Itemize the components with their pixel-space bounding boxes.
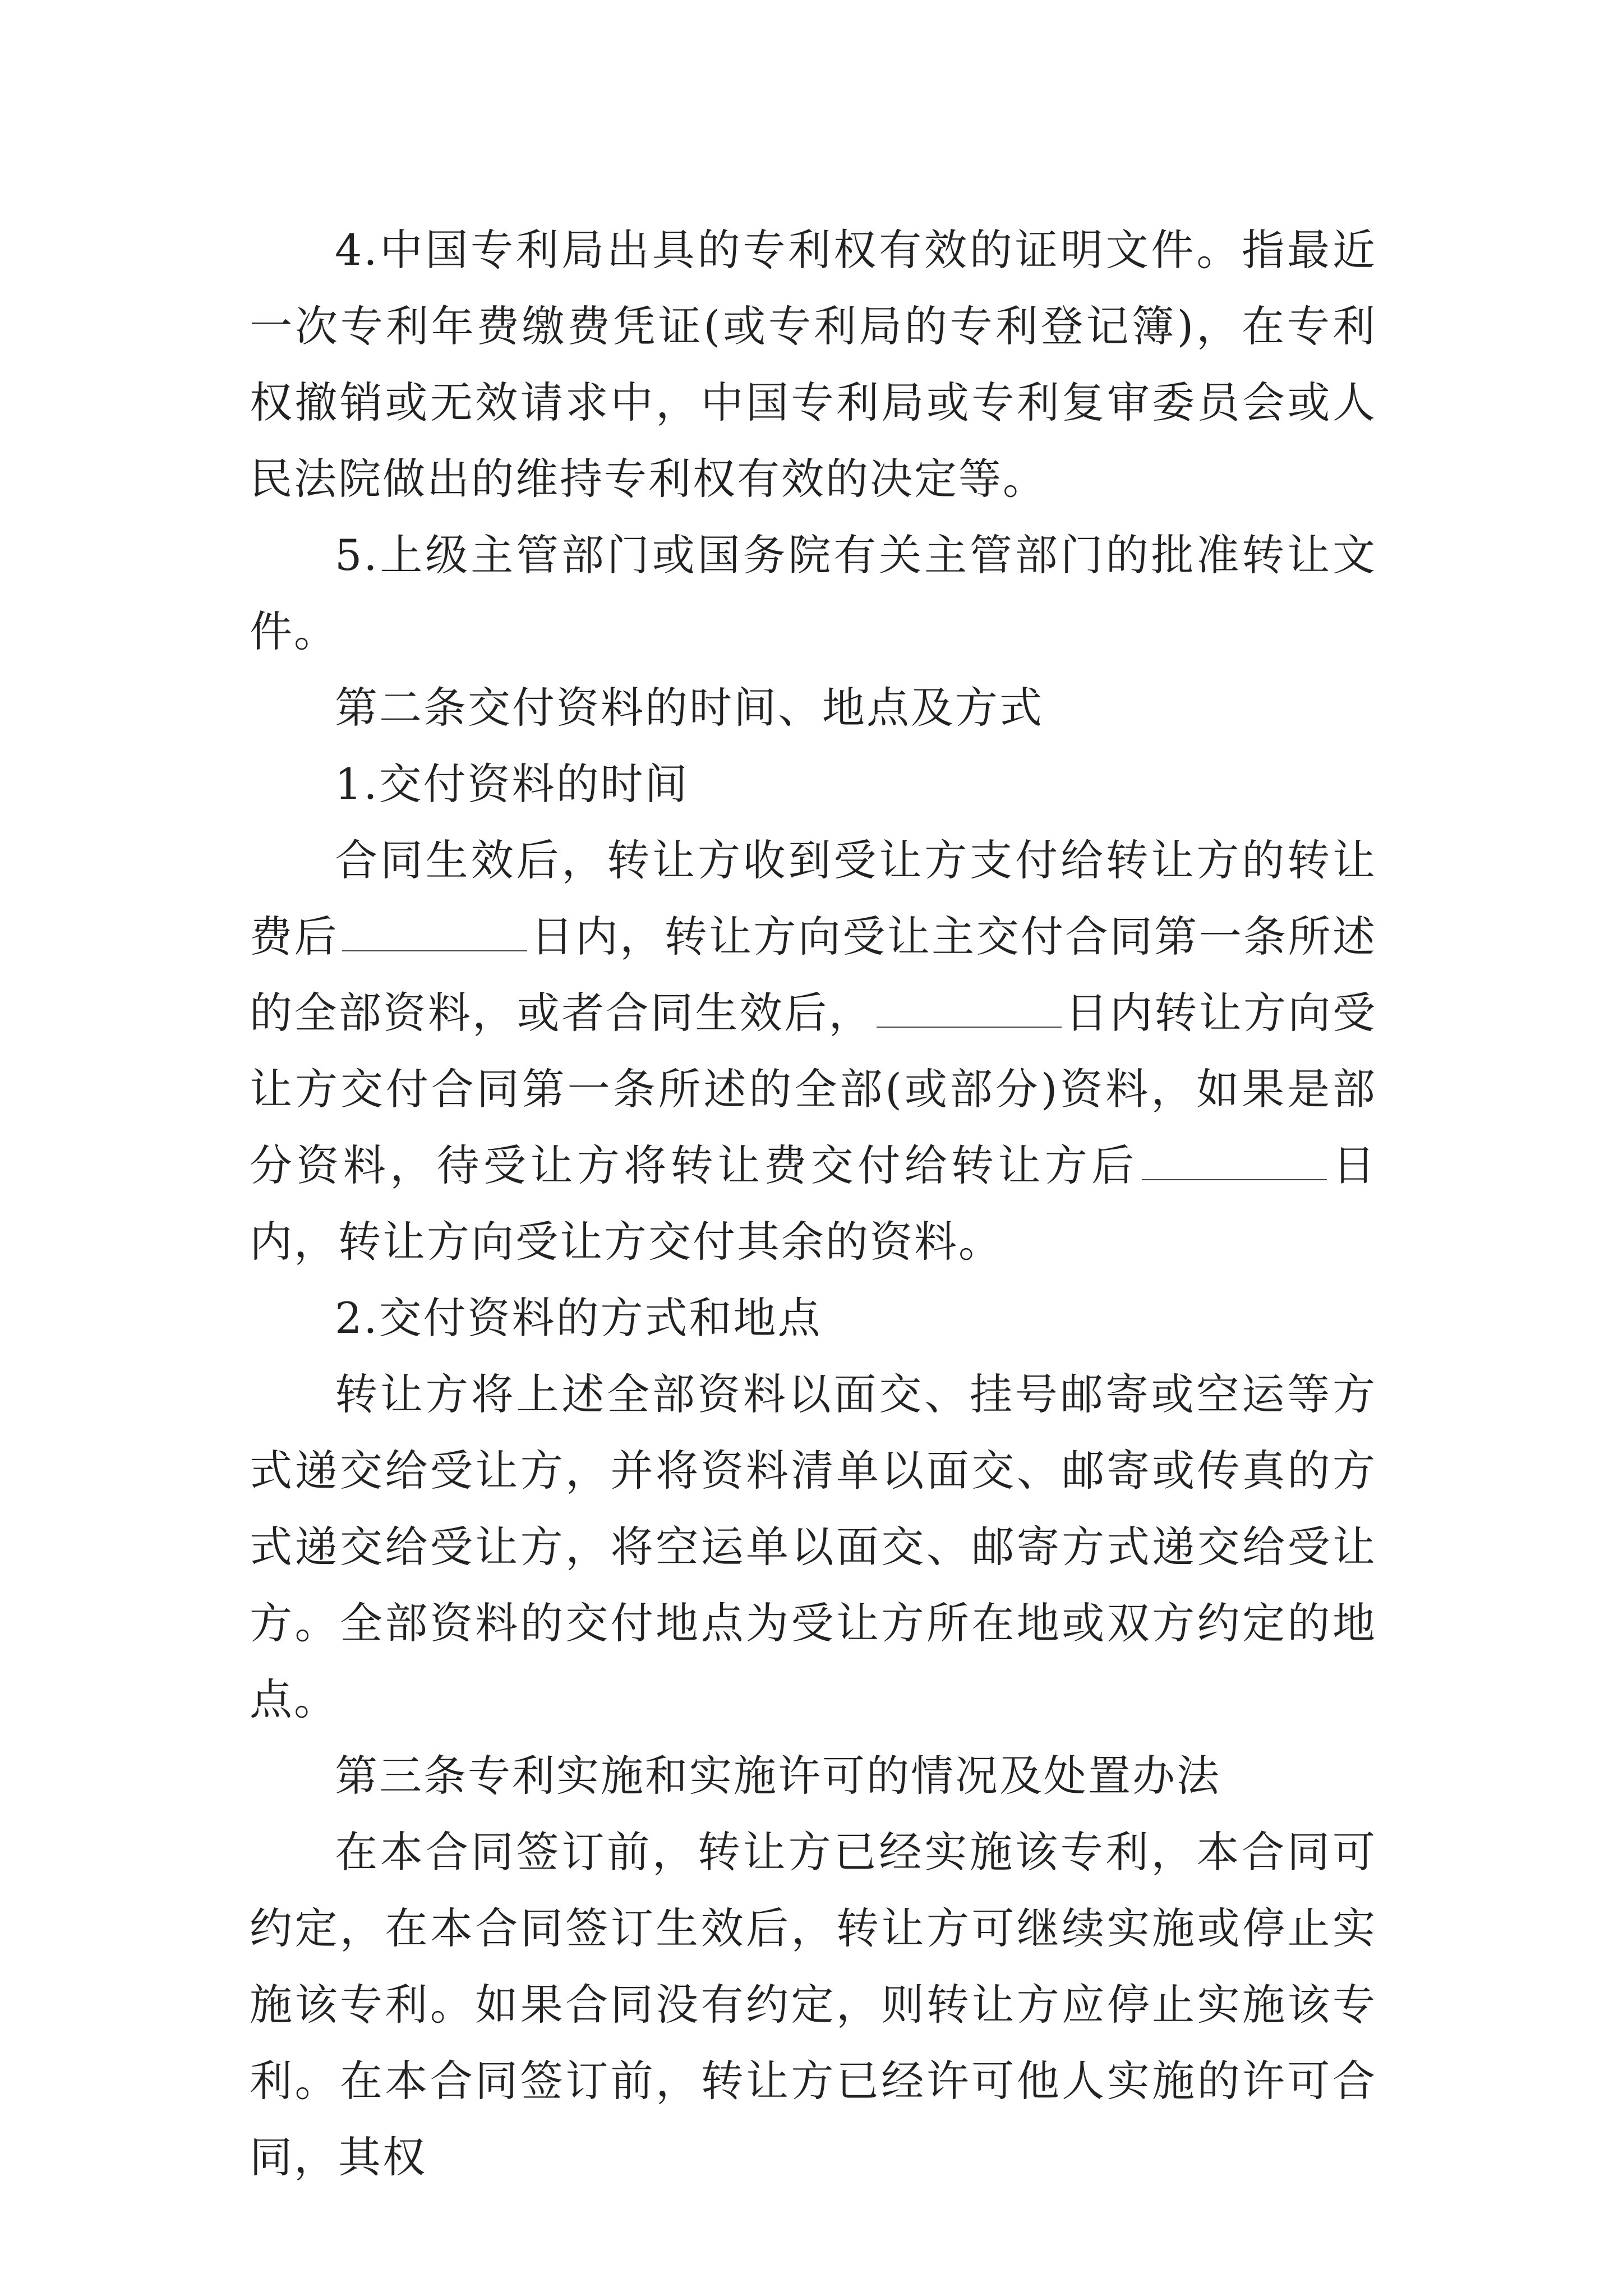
subsection-1-paragraph	[250, 822, 1377, 1280]
fill-in-blank-days-2[interactable]	[877, 993, 1062, 1028]
subsection-1-text-part-4: 日内，转让方向受让方交付其余的资料。	[250, 1140, 1377, 1267]
subsection-1-text-part-1: 合同生效后，转让方收到受让方支付给转让方的转让费后	[250, 835, 1377, 961]
article-3-heading: 第三条专利实施和实施许可的情况及处置办法	[335, 1751, 1221, 1801]
subsection-2-heading: 2.交付资料的方式和地点	[335, 1293, 822, 1343]
subsection-2-paragraph: 转让方将上述全部资料以面交、挂号邮寄或空运等方式递交给受让方，并将资料清单以面交、邮寄或传真的方式递交给受让方，将空运单以面交、邮寄方式递交给受让方。全部资料的交付地点为受让方所在地或双方约定的地点。	[250, 1369, 1377, 1724]
subsection-1-text-part-3: 日内转让方向受让方交付合同第一条所述的全部(或部分)资料，如果是部分资料，待受让方将转让费交付给转让方后	[250, 988, 1377, 1190]
fill-in-blank-days-1[interactable]	[342, 917, 527, 951]
subsection-1-heading: 1.交付资料的时间	[335, 759, 689, 809]
article-3-paragraph: 在本合同签订前，转让方已经实施该专利，本合同可约定，在本合同签订生效后，转让方可继续实施或停止实施该专利。如果合同没有约定，则转让方应停止实施该专利。在本合同签订前，转让方已经许可他人实施的许可合同，其权	[250, 1827, 1377, 2182]
document-body	[250, 212, 1377, 2196]
clause-item-5: 5.上级主管部门或国务院有关主管部门的批准转让文件。	[250, 530, 1377, 656]
article-2-heading: 第二条交付资料的时间、地点及方式	[335, 683, 1044, 733]
fill-in-blank-days-3[interactable]	[1142, 1145, 1327, 1180]
subsection-1-text-part-2: 日内，转让方向受让主交付合同第一条所述的全部资料，或者合同生效后，	[250, 912, 1377, 1038]
clause-item-4: 4.中国专利局出具的专利权有效的证明文件。指最近一次专利年费缴费凭证(或专利局的专利登记簿)，在专利权撤销或无效请求中，中国专利局或专利复审委员会或人民法院做出的维持专利权有效的决定等。	[250, 225, 1377, 504]
